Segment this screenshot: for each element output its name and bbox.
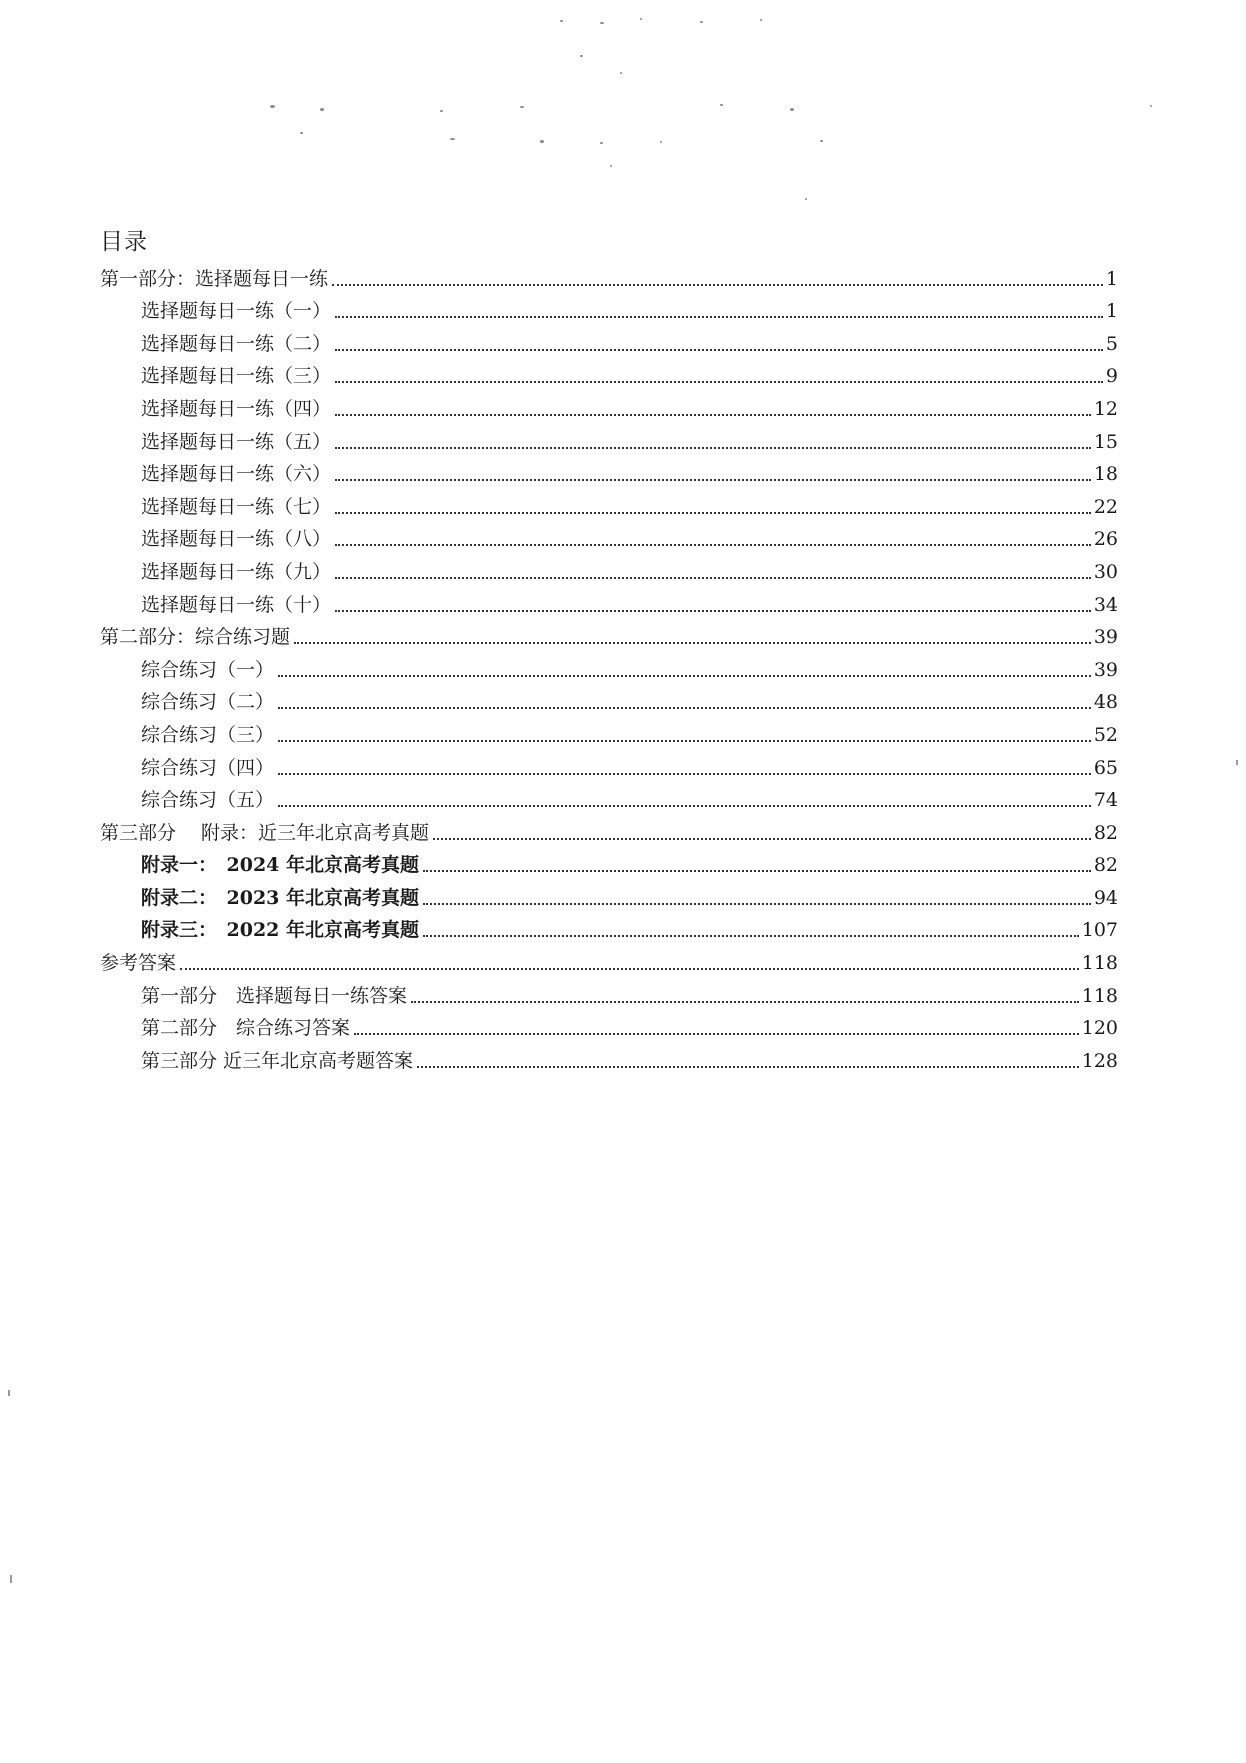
dot-leader [180,968,1079,970]
toc-entry-page-number: 26 [1093,528,1118,551]
toc-entry-page-number: 1 [1105,300,1118,323]
toc-entry-label: 附录二： 2023 年北京高考真题 [141,886,419,909]
dot-leader [332,284,1103,286]
dot-leader [335,610,1091,612]
toc-entry-page-number: 107 [1081,919,1118,942]
toc-entry-page-number: 82 [1093,821,1118,844]
dot-leader [335,512,1091,514]
dot-leader [423,870,1091,872]
toc-entry-page-number: 94 [1093,886,1118,909]
toc-entry-page-number: 34 [1093,593,1118,616]
dot-leader [278,773,1091,775]
toc-section-entry[interactable] [100,618,1118,651]
toc-section-entry[interactable] [100,943,1118,976]
dot-leader [354,1033,1079,1035]
dot-leader [423,935,1079,937]
dot-leader [433,838,1091,840]
toc-entry-label: 附录一： 2024 年北京高考真题 [141,854,419,877]
dot-leader [278,707,1091,709]
toc-entry-page-number: 9 [1105,365,1118,388]
toc-entry-page-number: 12 [1093,397,1118,420]
toc-subsection-entry[interactable] [100,650,1118,683]
dot-leader [335,447,1091,449]
toc-subsection-entry[interactable] [100,487,1118,520]
toc-entry-page-number: 65 [1093,756,1118,779]
toc-entry-page-number: 48 [1093,691,1118,714]
toc-section-entry[interactable] [100,813,1118,846]
toc-subsection-entry[interactable] [100,781,1118,814]
toc-subsection-entry[interactable] [100,748,1118,781]
toc-entry-page-number: 118 [1081,984,1118,1007]
toc-entry-label: 第三部分 附录：近三年北京高考真题 [100,821,430,844]
toc-entry-label: 选择题每日一练（六） [141,463,332,486]
dot-leader [278,675,1091,677]
toc-entry-page-number: 22 [1093,495,1118,518]
dot-leader [278,805,1091,807]
toc-entry-page-number: 52 [1093,723,1118,746]
toc-subsection-entry[interactable] [100,455,1118,488]
toc-entry-label: 综合练习（四） [141,756,275,779]
dot-leader [335,414,1091,416]
toc-entry-label: 选择题每日一练（五） [141,430,332,453]
toc-entry-page-number: 5 [1105,332,1118,355]
toc-entry-page-number: 39 [1093,626,1118,649]
toc-subsection-entry[interactable] [100,976,1118,1009]
toc-entry-page-number: 82 [1093,854,1118,877]
scan-edge-mark [1236,760,1238,765]
toc-entry-label: 选择题每日一练（十） [141,593,332,616]
toc-subsection-entry[interactable] [100,357,1118,390]
toc-entry-label: 综合练习（五） [141,789,275,812]
toc-entry-label: 选择题每日一练（四） [141,397,332,420]
toc-entry-page-number: 120 [1081,1017,1118,1040]
toc-entry-page-number: 1 [1105,267,1118,290]
toc-subsection-entry[interactable] [100,389,1118,422]
toc-entry-label: 选择题每日一练（八） [141,528,332,551]
toc-entry-page-number: 39 [1093,658,1118,681]
dot-leader [278,740,1091,742]
table-of-contents [100,225,1118,1074]
toc-entry-label: 选择题每日一练（七） [141,495,332,518]
toc-subsection-entry[interactable] [100,846,1118,879]
toc-entry-label: 第二部分：综合练习题 [100,626,291,649]
dot-leader [411,1001,1079,1003]
toc-subsection-entry[interactable] [100,552,1118,585]
toc-entry-label: 选择题每日一练（一） [141,300,332,323]
toc-subsection-entry[interactable] [100,1009,1118,1042]
toc-subsection-entry[interactable] [100,1041,1118,1074]
toc-subsection-entry[interactable] [100,520,1118,553]
toc-entry-label: 参考答案 [100,952,177,975]
scan-noise [0,0,1246,220]
toc-entry-label: 选择题每日一练（九） [141,560,332,583]
toc-subsection-entry[interactable] [100,911,1118,944]
toc-entry-label: 第一部分：选择题每日一练 [100,267,329,290]
toc-subsection-entry[interactable] [100,878,1118,911]
toc-section-entry[interactable] [100,259,1118,292]
toc-entry-label: 第一部分 选择题每日一练答案 [141,984,408,1007]
toc-entry-label: 综合练习（一） [141,658,275,681]
toc-subsection-entry[interactable] [100,715,1118,748]
toc-entry-label: 综合练习（二） [141,691,275,714]
scan-edge-mark [8,1390,10,1396]
toc-entry-page-number: 30 [1093,560,1118,583]
toc-entry-label: 选择题每日一练（三） [141,365,332,388]
dot-leader [335,316,1103,318]
toc-subsection-entry[interactable] [100,683,1118,716]
dot-leader [294,642,1091,644]
dot-leader [335,577,1091,579]
dot-leader [335,479,1091,481]
dot-leader [423,903,1091,905]
toc-entry-page-number: 118 [1081,952,1118,975]
dot-leader [335,544,1091,546]
toc-entry-label: 第三部分 近三年北京高考题答案 [141,1049,414,1072]
toc-subsection-entry[interactable] [100,422,1118,455]
toc-list [100,259,1118,1074]
toc-entry-page-number: 128 [1081,1049,1118,1072]
toc-entry-label: 附录三： 2022 年北京高考真题 [141,919,419,942]
toc-entry-page-number: 18 [1093,463,1118,486]
toc-subsection-entry[interactable] [100,292,1118,325]
dot-leader [335,381,1103,383]
scan-edge-mark [10,1575,12,1583]
dot-leader [417,1066,1079,1068]
toc-entry-page-number: 74 [1093,789,1118,812]
toc-entry-label: 第二部分 综合练习答案 [141,1017,351,1040]
toc-entry-label: 选择题每日一练（二） [141,332,332,355]
toc-subsection-entry[interactable] [100,585,1118,618]
toc-subsection-entry[interactable] [100,324,1118,357]
toc-title: 目录 [100,229,148,255]
toc-entry-label: 综合练习（三） [141,723,275,746]
dot-leader [335,349,1103,351]
toc-entry-page-number: 15 [1093,430,1118,453]
